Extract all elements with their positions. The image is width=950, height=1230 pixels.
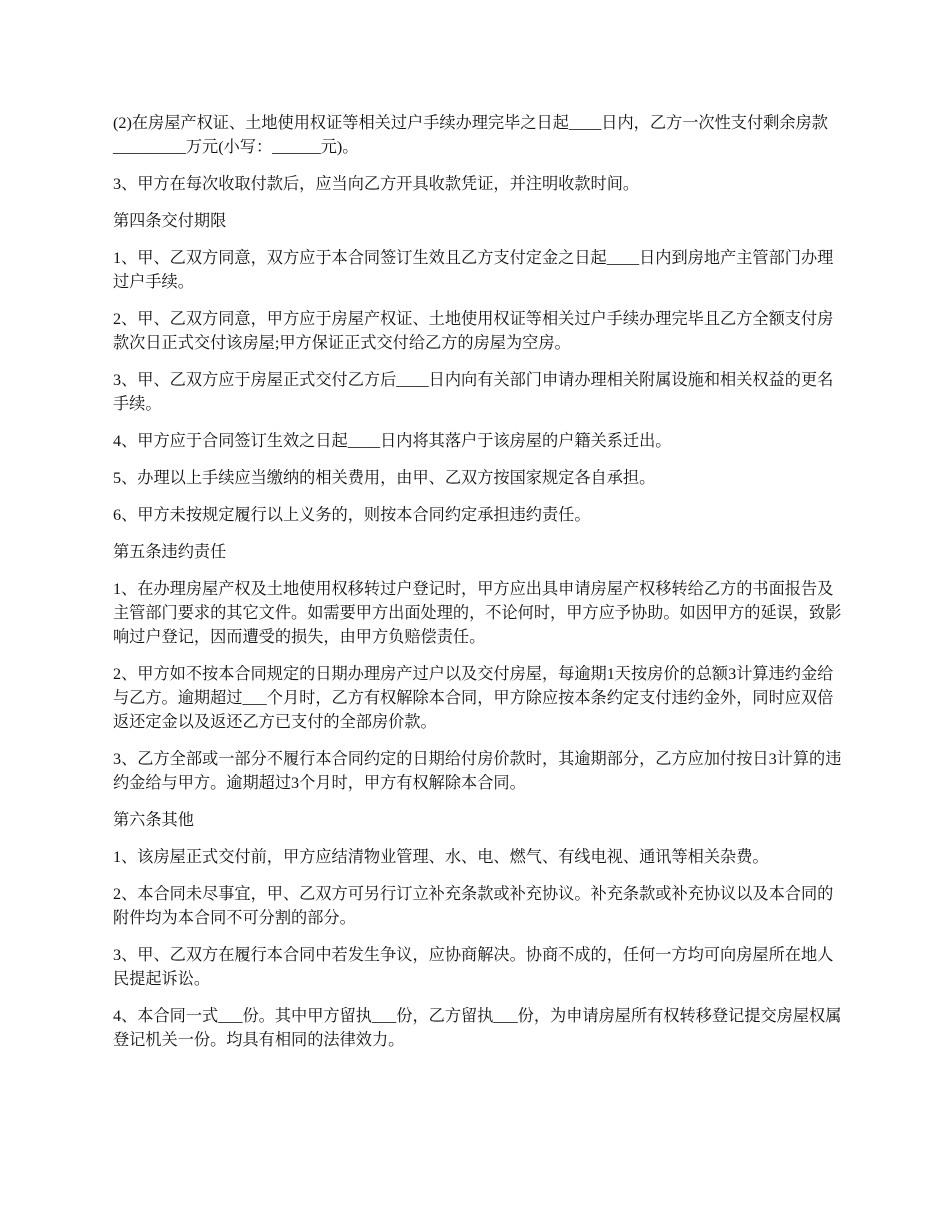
article-5-clause-1: 1、在办理房屋产权及土地使用权移转过户登记时，甲方应出具申请房屋产权移转给乙方的书面报告及主管部门要求的其它文件。如需要甲方出面处理的，不论何时，甲方应予协助。如因甲方的延误，致影响过户登记，因而遭受的损失，由甲方负赔偿责任。 [113, 580, 842, 646]
payment-clause-3: 3、甲方在每次收取付款后，应当向乙方开具收款凭证，并注明收款时间。 [113, 175, 640, 193]
article-4-clause-4: 4、甲方应于合同签订生效之日起____日内将其落户于该房屋的户籍关系迁出。 [113, 432, 672, 450]
article-5-clause-2: 2、甲方如不按本合同规定的日期办理房产过户以及交付房屋，每逾期1天按房价的总额3计算违约金给与乙方。逾期超过___个月时，乙方有权解除本合同，甲方除应按本条约定支付违约金外，同时应双倍返还定金以及返还乙方已支付的全部房价款。 [113, 665, 834, 731]
article-4-clause-5: 5、办理以上手续应当缴纳的相关费用，由甲、乙双方按国家规定各自承担。 [113, 469, 656, 487]
article-6-clause-2: 2、本合同未尽事宜，甲、乙双方可另行订立补充条款或补充协议。补充条款或补充协议以及本合同的附件均为本合同不可分割的部分。 [113, 885, 834, 927]
document-body [113, 111, 843, 1065]
article-4-clause-6: 6、甲方未按规定履行以上义务的，则按本合同约定承担违约责任。 [113, 506, 591, 524]
article-5-clause-3: 3、乙方全部或一部分不履行本合同约定的日期给付房价款时，其逾期部分，乙方应加付按日3计算的违约金给与甲方。逾期超过3个月时，甲方有权解除本合同。 [113, 750, 842, 792]
article-6-clause-4: 4、本合同一式___份。其中甲方留执___份，乙方留执___份，为申请房屋所有权转移登记提交房屋权属登记机关一份。均具有相同的法律效力。 [113, 1007, 842, 1049]
article-4-clause-3: 3、甲、乙双方应于房屋正式交付乙方后____日内向有关部门申请办理相关附属设施和相关权益的更名手续。 [113, 371, 834, 413]
article-6-clause-3: 3、甲、乙双方在履行本合同中若发生争议，应协商解决。协商不成的，任何一方均可向房屋所在地人民提起诉讼。 [113, 946, 834, 988]
section-heading-article-5: 第五条违约责任 [113, 543, 227, 561]
section-heading-article-6: 第六条其他 [113, 811, 194, 829]
article-6-clause-1: 1、该房屋正式交付前，甲方应结清物业管理、水、电、燃气、有线电视、通讯等相关杂费。 [113, 848, 769, 866]
article-4-clause-2: 2、甲、乙双方同意，甲方应于房屋产权证、土地使用权证等相关过户手续办理完毕且乙方全额支付房款次日正式交付该房屋;甲方保证正式交付给乙方的房屋为空房。 [113, 310, 834, 352]
article-4-clause-1: 1、甲、乙双方同意，双方应于本合同签订生效且乙方支付定金之日起____日内到房地产主管部门办理过户手续。 [113, 249, 834, 291]
payment-clause-2: (2)在房屋产权证、土地使用权证等相关过户手续办理完毕之日起____日内，乙方一次性支付剩余房款_________万元(小写：______元)。 [113, 114, 828, 156]
section-heading-article-4: 第四条交付期限 [113, 212, 227, 230]
